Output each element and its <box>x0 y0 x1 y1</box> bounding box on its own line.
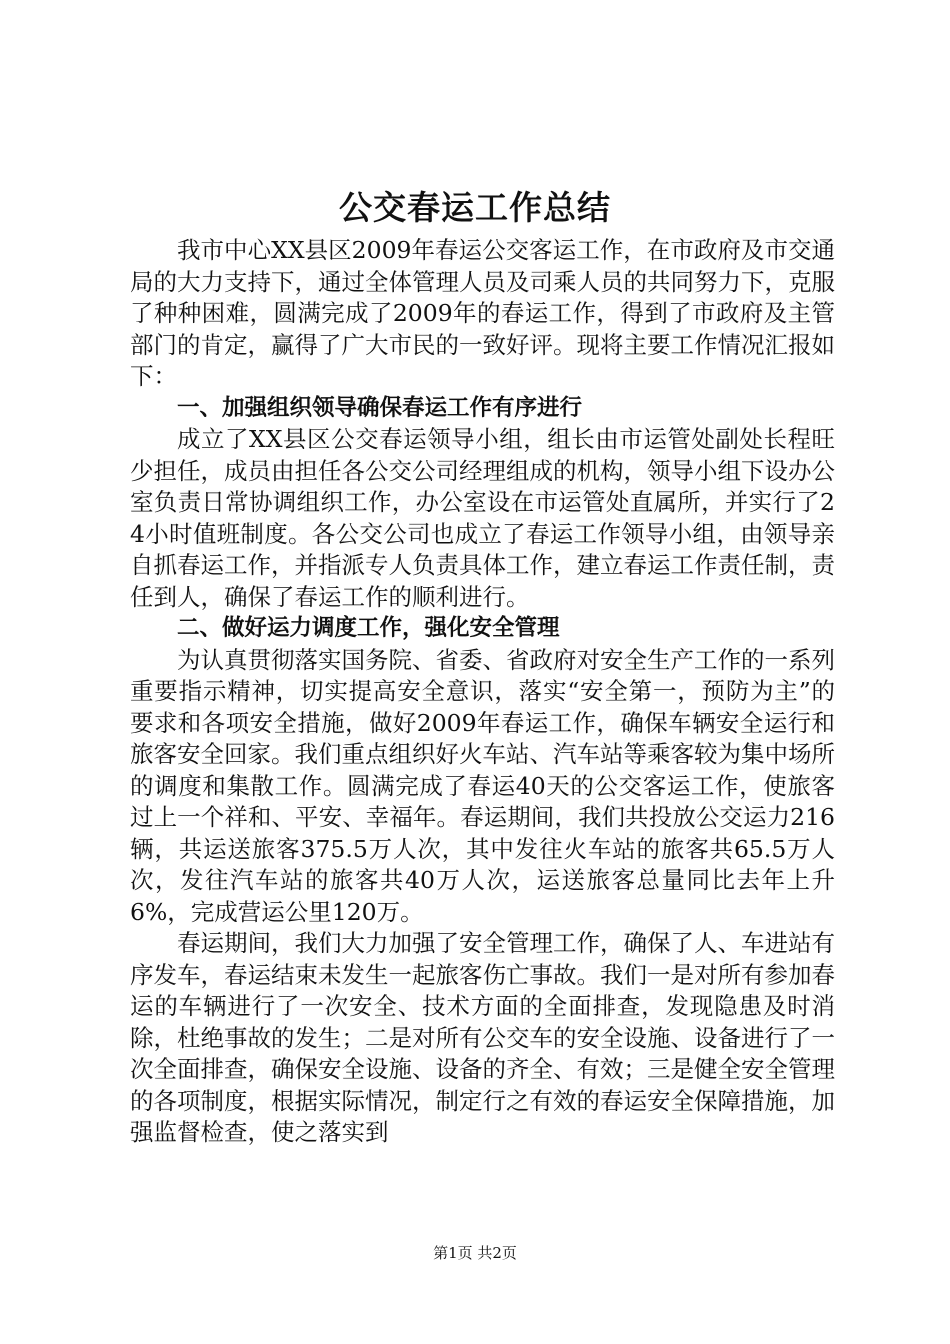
section-1-paragraph: 成立了XX县区公交春运领导小组，组长由市运管处副处长程旺少担任，成员由担任各公交公司经理组成的机构，领导小组下设办公室负责日常协调组织工作，办公室设在市运管处直属所，并实行了24小时值班制度。各公交公司也成立了春运工作领导小组，由领导亲自抓春运工作，并指派专人负责具体工作，建立春运工作责任制，责任到人，确保了春运工作的顺利进行。 <box>130 425 835 611</box>
intro-paragraph: 我市中心XX县区2009年春运公交客运工作，在市政府及市交通局的大力支持下，通过全体管理人员及司乘人员的共同努力下，克服了种种困难，圆满完成了2009年的春运工作，得到了市政府及主管部门的肯定，赢得了广大市民的一致好评。现将主要工作情况汇报如下： <box>130 236 835 390</box>
section-2-heading: 二、做好运力调度工作，强化安全管理 <box>177 615 560 641</box>
section-2-paragraph-2: 春运期间，我们大力加强了安全管理工作，确保了人、车进站有序发车，春运结束未发生一起旅客伤亡事故。我们一是对所有参加春运的车辆进行了一次安全、技术方面的全面排查，发现隐患及时消除，杜绝事故的发生；二是对所有公交车的安全设施、设备进行了一次全面排查，确保安全设施、设备的齐全、有效；三是健全安全管理的各项制度，根据实际情况，制定行之有效的春运安全保障措施，加强监督检查，使之落实到 <box>130 929 835 1146</box>
section-2-paragraph-1: 为认真贯彻落实国务院、省委、省政府对安全生产工作的一系列重要指示精神，切实提高安全意识，落实“安全第一，预防为主”的要求和各项安全措施，做好2009年春运工作，确保车辆安全运行和旅客安全回家。我们重点组织好火车站、汽车站等乘客较为集中场所的调度和集散工作。圆满完成了春运40天的公交客运工作，使旅客过上一个祥和、平安、幸福年。春运期间，我们共投放公交运力216辆，共运送旅客375.5万人次，其中发往火车站的旅客共65.5万人次，发往汽车站的旅客共40万人次，运送旅客总量同比去年上升6%，完成营运公里120万。 <box>130 645 835 926</box>
document-body <box>130 235 835 1149</box>
section-1-heading: 一、加强组织领导确保春运工作有序进行 <box>177 394 583 421</box>
document-title: 公交春运工作总结 <box>339 188 611 227</box>
page-footer: 第1页 共2页 <box>433 1244 517 1262</box>
